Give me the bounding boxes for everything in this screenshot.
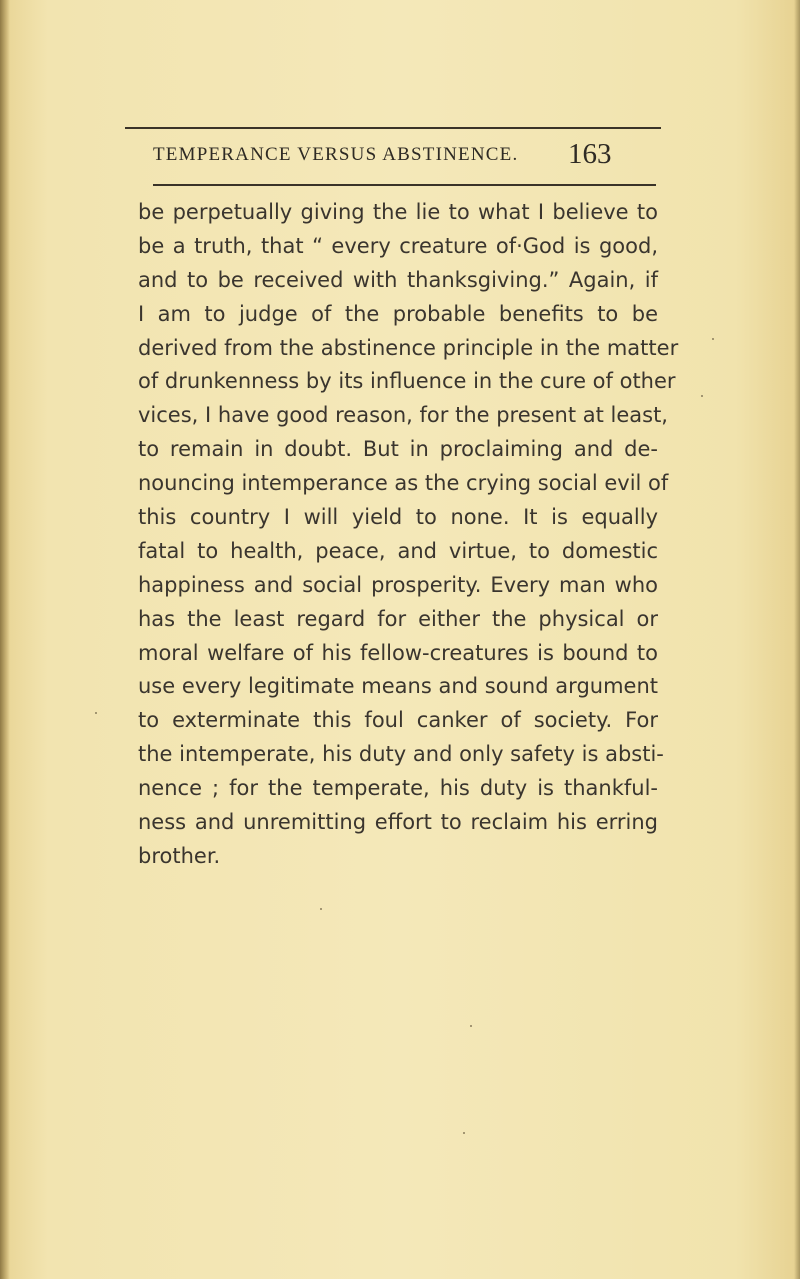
header-rule-bottom bbox=[153, 184, 656, 186]
paper-speck bbox=[712, 338, 714, 340]
paper-speck bbox=[320, 908, 322, 910]
text-line: I am to judge of the probable benefits to be bbox=[138, 301, 658, 326]
text-line: moral welfare of his fellow-creatures is bound to bbox=[138, 640, 658, 665]
body-paragraph bbox=[138, 196, 679, 874]
text-line: fatal to health, peace, and virtue, to domestic bbox=[138, 538, 658, 563]
text-line: to remain in doubt. But in proclaiming and de- bbox=[138, 437, 658, 462]
text-line: vices, I have good reason, for the present at least, bbox=[138, 403, 668, 428]
paper-speck bbox=[95, 712, 97, 714]
text-line: use every legitimate means and sound argument bbox=[138, 674, 658, 699]
paper-speck bbox=[470, 1025, 472, 1027]
text-line: ness and unremitting effort to reclaim his erring bbox=[138, 810, 658, 835]
text-line: happiness and social prosperity. Every man who bbox=[138, 572, 658, 597]
page-binding-shadow bbox=[0, 0, 10, 1279]
text-line: to exterminate this foul canker of society. For bbox=[138, 708, 658, 733]
text-line: of drunkenness by its influence in the cure of other bbox=[138, 369, 676, 394]
text-line: has the least regard for either the physical or bbox=[138, 606, 658, 631]
text-line: brother. bbox=[138, 843, 221, 868]
paper-speck bbox=[463, 1132, 465, 1134]
paper-speck bbox=[701, 395, 703, 397]
page-edge-shadow bbox=[794, 0, 800, 1279]
running-head bbox=[153, 138, 653, 174]
text-line: be a truth, that “ every creature of·God is good, bbox=[138, 233, 658, 258]
page-number: 163 bbox=[568, 138, 612, 170]
text-line: nence ; for the temperate, his duty is thankful- bbox=[138, 776, 658, 801]
running-title: TEMPERANCE VERSUS ABSTINENCE. bbox=[153, 144, 519, 165]
text-line: this country I will yield to none. It is equally bbox=[138, 505, 658, 530]
header-rule-top bbox=[125, 127, 661, 129]
text-line: the intemperate, his duty and only safety is absti- bbox=[138, 742, 664, 767]
text-line: nouncing intemperance as the crying social evil of bbox=[138, 471, 669, 496]
text-line: derived from the abstinence principle in the matter bbox=[138, 335, 679, 360]
text-line: and to be received with thanksgiving.” Again, if bbox=[138, 267, 658, 292]
text-line: be perpetually giving the lie to what I believe to bbox=[138, 200, 658, 224]
